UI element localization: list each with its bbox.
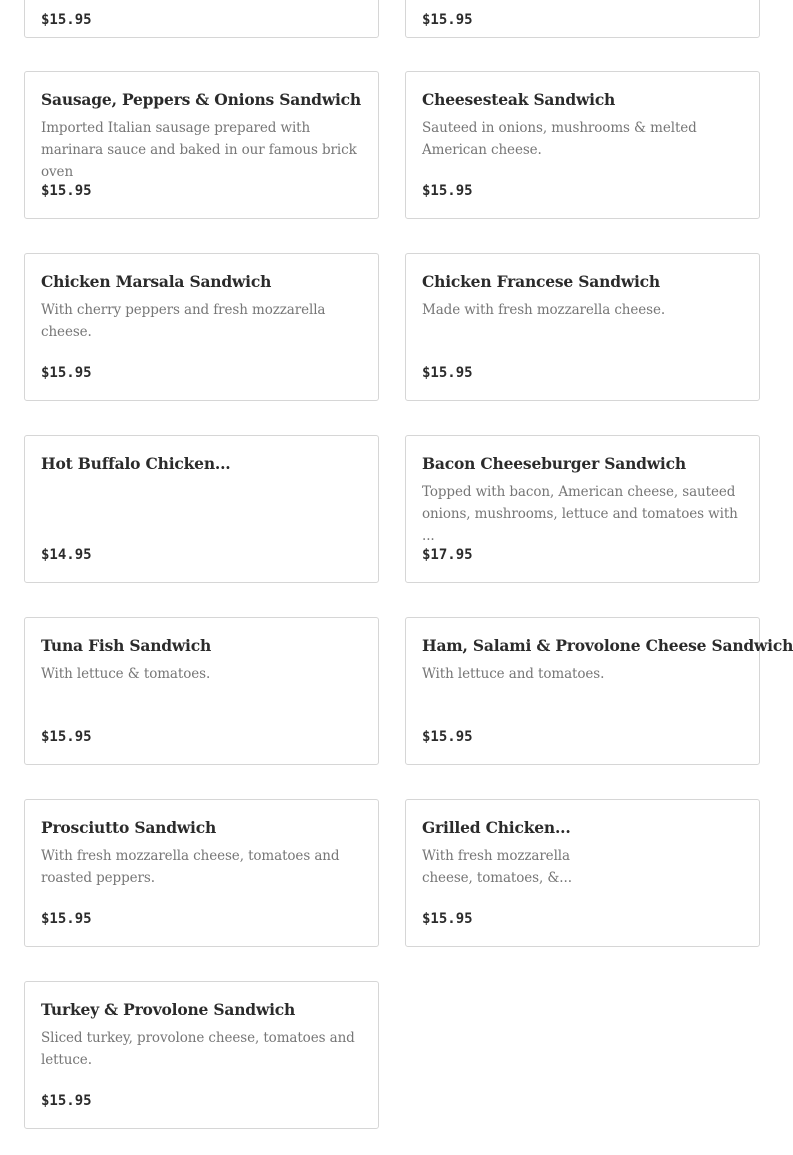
item-name: Turkey & Provolone Sandwich [41,1000,296,1019]
item-description: With fresh mozzarella cheese, tomatoes and roasted peppers. [41,848,340,886]
menu-item-card[interactable] [405,799,760,947]
menu-item-card[interactable] [24,253,379,401]
menu-item-card[interactable] [405,617,793,765]
item-description: With cherry peppers and fresh mozzarella cheese. [41,302,326,340]
item-name: Sausage, Peppers & Onions Sandwich [41,90,361,109]
item-description: Sliced turkey, provolone cheese, tomatoes and lettuce. [41,1030,355,1068]
item-price: $15.95 [41,183,92,199]
menu-item-card[interactable] [24,981,379,1129]
item-price: $15.95 [41,1093,92,1109]
item-description: Topped with bacon, American cheese, sauteed onions, mushrooms, lettuce and tomatoes with ... [422,484,738,544]
menu-item-card[interactable] [24,799,379,947]
item-description: With lettuce and tomatoes. [422,666,605,682]
item-name: Ham, Salami & Provolone Cheese Sandwich [422,636,793,655]
menu-item-card[interactable] [24,435,379,583]
item-price: $15.95 [422,183,473,199]
item-price: $15.95 [422,12,473,28]
item-price: $15.95 [422,911,473,927]
item-name: Chicken Francese Sandwich [422,272,660,291]
item-name: Hot Buffalo Chicken... [41,454,231,473]
item-name: Cheesesteak Sandwich [422,90,616,109]
item-price: $15.95 [41,12,92,28]
item-name: Tuna Fish Sandwich [41,636,212,655]
item-description: With fresh mozzarella cheese, tomatoes, &... [422,848,572,886]
item-name: Chicken Marsala Sandwich [41,272,272,291]
menu-item-card[interactable] [405,435,760,583]
menu-item-card[interactable] [405,253,760,401]
item-price: $15.95 [422,729,473,745]
item-description: Imported Italian sausage prepared with marinara sauce and baked in our famous brick oven [41,120,357,180]
menu-item-card[interactable] [24,0,379,38]
menu-item-card[interactable] [24,617,379,765]
item-price: $15.95 [41,729,92,745]
item-name: Prosciutto Sandwich [41,818,217,837]
item-description: Made with fresh mozzarella cheese. [422,302,666,318]
menu-item-card[interactable] [24,71,379,219]
item-description: With lettuce & tomatoes. [41,666,211,682]
item-name: Grilled Chicken... [422,818,571,837]
item-price: $14.95 [41,547,92,563]
item-price: $17.95 [422,547,473,563]
menu-item-card[interactable] [405,71,760,219]
item-price: $15.95 [41,365,92,381]
menu-item-card[interactable] [405,0,760,38]
item-name: Bacon Cheeseburger Sandwich [422,454,686,473]
item-price: $15.95 [41,911,92,927]
item-price: $15.95 [422,365,473,381]
item-description: Sauteed in onions, mushrooms & melted American cheese. [422,120,697,158]
